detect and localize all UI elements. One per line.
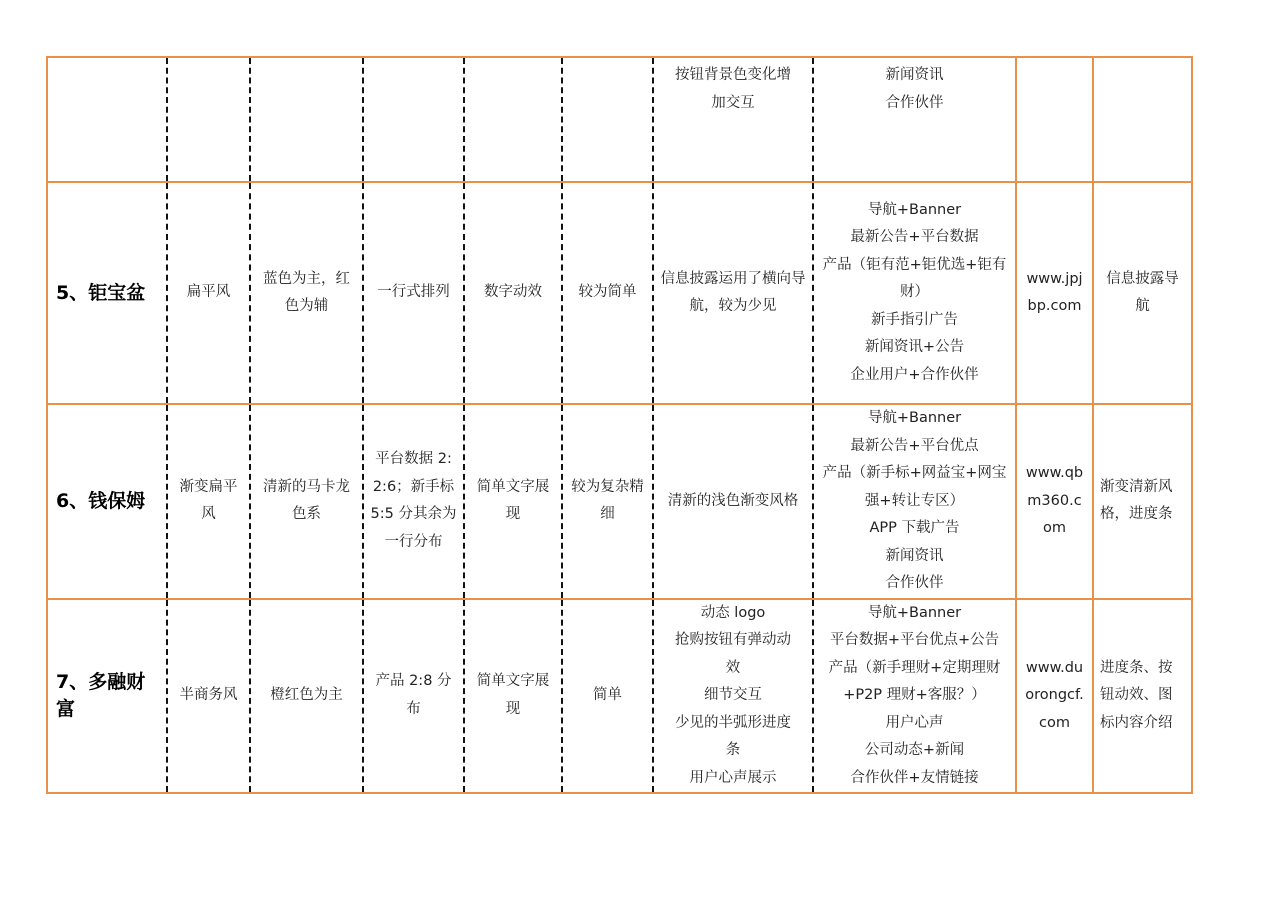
module-line: 产品（钜有范+钜优选+钜有 bbox=[822, 256, 1007, 273]
interaction-line: 加交互 bbox=[711, 94, 755, 111]
module-line: 产品（新手标+网益宝+网宝 bbox=[822, 465, 1007, 481]
site-name-cell: 5、钜宝盆 bbox=[47, 182, 167, 404]
layout-cell bbox=[363, 57, 464, 182]
interaction-line: 条 bbox=[725, 742, 741, 758]
module-line: 强+转让专区） bbox=[864, 492, 965, 509]
data-display-cell: 数字动效 bbox=[464, 182, 562, 404]
module-line: 导航+Banner bbox=[867, 604, 962, 621]
interaction-line: 按钮背景色变化增 bbox=[675, 67, 791, 83]
module-line: 新闻资讯 bbox=[885, 547, 944, 564]
table-row bbox=[47, 182, 1192, 404]
module-line: 企业用户+合作伙伴 bbox=[850, 366, 979, 383]
color-cell bbox=[250, 57, 363, 182]
complexity-cell bbox=[562, 57, 653, 182]
style-cell bbox=[167, 57, 250, 182]
data-display-cell bbox=[464, 57, 562, 182]
color-cell: 清新的马卡龙色系 bbox=[250, 404, 363, 599]
table-row bbox=[47, 599, 1192, 794]
style-cell: 半商务风 bbox=[167, 599, 250, 794]
module-line: 最新公告+平台优点 bbox=[850, 437, 979, 454]
interaction-line: 细节交互 bbox=[704, 687, 762, 703]
interaction-cell bbox=[653, 57, 813, 182]
module-line: 用户心声 bbox=[885, 714, 944, 731]
modules-cell bbox=[813, 404, 1016, 599]
module-line: 合作伙伴 bbox=[885, 94, 944, 111]
interaction-cell: 清新的浅色渐变风格 bbox=[653, 404, 813, 599]
highlight-cell: 进度条、按钮动效、图标内容介绍 bbox=[1093, 599, 1192, 794]
url-cell: www.jpjbp.com bbox=[1016, 182, 1093, 404]
layout-cell: 平台数据 2:2:6；新手标 5:5 分其余为一行分布 bbox=[363, 404, 464, 599]
interaction-line: 效 bbox=[725, 659, 741, 676]
color-cell: 蓝色为主，红色为辅 bbox=[250, 182, 363, 404]
interaction-cell: 信息披露运用了横向导航，较为少见 bbox=[653, 182, 813, 404]
table-row bbox=[47, 404, 1192, 599]
module-line: APP 下载广告 bbox=[869, 520, 960, 536]
module-line: 产品（新手理财+定期理财 bbox=[828, 659, 1001, 676]
highlight-cell: 渐变清新风格，进度条 bbox=[1093, 404, 1192, 599]
color-cell: 橙红色为主 bbox=[250, 599, 363, 794]
url-cell: www.qbm360.com bbox=[1016, 404, 1093, 599]
module-line: 合作伙伴 bbox=[885, 575, 944, 591]
module-line: 财） bbox=[900, 284, 929, 301]
modules-cell bbox=[813, 57, 1016, 182]
module-line: 新闻资讯+公告 bbox=[864, 339, 965, 356]
interaction-line: 抢购按钮有弹动动 bbox=[675, 632, 791, 648]
interaction-cell bbox=[653, 599, 813, 794]
module-line: 新闻资讯 bbox=[885, 67, 944, 83]
layout-cell: 一行式排列 bbox=[363, 182, 464, 404]
layout-cell: 产品 2:8 分布 bbox=[363, 599, 464, 794]
module-line: 导航+Banner bbox=[867, 201, 962, 218]
module-line: 最新公告+平台数据 bbox=[850, 229, 979, 246]
module-line: 新手指引广告 bbox=[871, 311, 958, 328]
site-name-cell: 6、钱保姆 bbox=[47, 404, 167, 599]
table-row bbox=[47, 57, 1192, 182]
site-name-cell: 7、多融财富 bbox=[47, 599, 167, 794]
url-cell bbox=[1016, 57, 1093, 182]
module-line: 合作伙伴+友情链接 bbox=[850, 769, 979, 786]
module-line: +P2P 理财+客服？） bbox=[843, 687, 986, 703]
site-name-cell bbox=[47, 57, 167, 182]
interaction-line: 少见的半弧形进度 bbox=[675, 714, 791, 731]
module-line: 平台数据+平台优点+公告 bbox=[829, 632, 1000, 648]
complexity-cell: 较为简单 bbox=[562, 182, 653, 404]
data-display-cell: 简单文字展现 bbox=[464, 404, 562, 599]
style-cell: 渐变扁平风 bbox=[167, 404, 250, 599]
complexity-cell: 较为复杂精细 bbox=[562, 404, 653, 599]
style-cell: 扁平风 bbox=[167, 182, 250, 404]
modules-cell bbox=[813, 182, 1016, 404]
highlight-cell: 信息披露导航 bbox=[1093, 182, 1192, 404]
interaction-line: 动态 logo bbox=[700, 604, 766, 621]
highlight-cell bbox=[1093, 57, 1192, 182]
interaction-line: 用户心声展示 bbox=[689, 769, 777, 786]
module-line: 导航+Banner bbox=[867, 410, 962, 426]
module-line: 公司动态+新闻 bbox=[864, 742, 965, 758]
complexity-cell: 简单 bbox=[562, 599, 653, 794]
modules-cell bbox=[813, 599, 1016, 794]
comparison-table bbox=[46, 56, 1193, 794]
url-cell: www.duorongcf.com bbox=[1016, 599, 1093, 794]
data-display-cell: 简单文字展现 bbox=[464, 599, 562, 794]
